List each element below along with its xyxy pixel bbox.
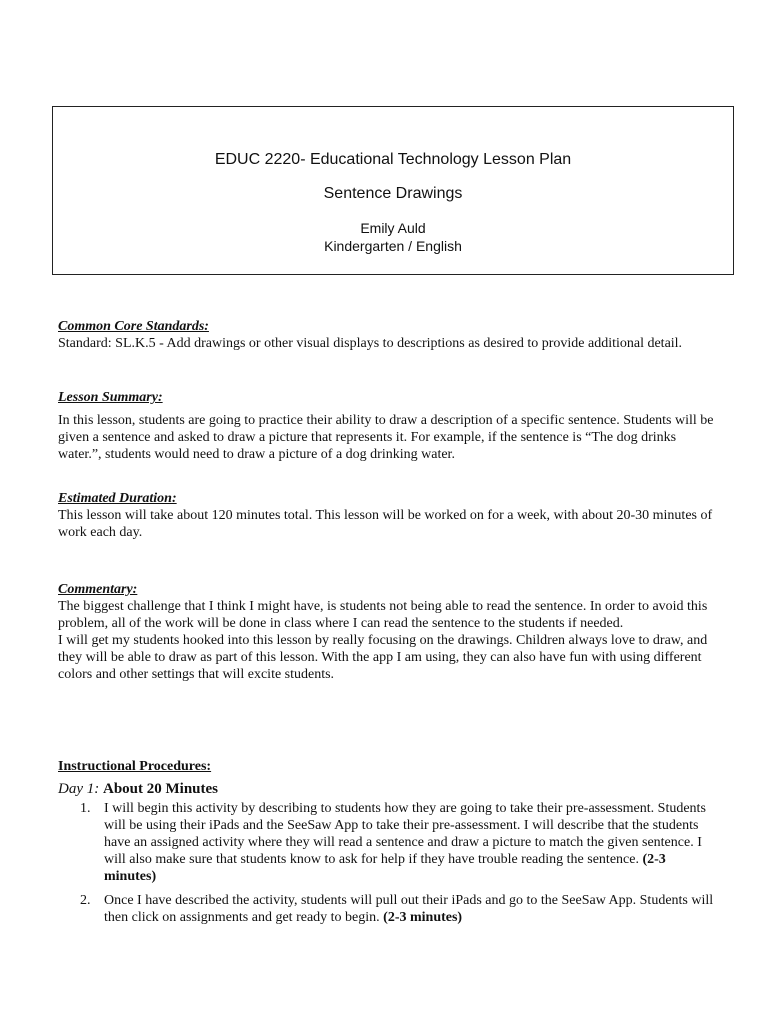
procedures-heading: Instructional Procedures: — [58, 759, 212, 774]
step-time: (2-3 minutes) — [383, 910, 463, 925]
lesson-title: Sentence Drawings — [323, 185, 463, 202]
standards-heading: Common Core Standards: — [58, 319, 209, 334]
step-number: 1. — [80, 801, 91, 816]
commentary-section — [58, 581, 718, 683]
grade-subject: Kindergarten / English — [324, 238, 462, 254]
summary-text: In this lesson, students are going to practice their ability to draw a description of a specific sentence. Students will be given a sentence and asked to draw a picture that represents it. For example, if the sentence is “The dog drinks water.”, students would need to draw a picture of a dog drinking water. — [58, 413, 714, 462]
commentary-paragraph-2: I will get my students hooked into this lesson by really focusing on the drawings. Children always love to draw, and they will be able to draw as part of this lesson. With the app I am using, they can also have fun with using different colors and other settings that will excite students. — [58, 633, 708, 682]
duration-section — [58, 490, 718, 541]
list-item — [58, 800, 718, 885]
day-label: Day 1: — [58, 781, 100, 797]
day-duration: About 20 Minutes — [103, 781, 219, 797]
standards-text: Standard: SL.K.5 - Add drawings or other visual displays to descriptions as desired to provide additional detail. — [58, 336, 683, 351]
procedures-section — [58, 758, 718, 926]
summary-heading: Lesson Summary: — [58, 390, 163, 405]
title-box — [52, 106, 734, 275]
standards-section — [58, 318, 718, 352]
commentary-heading: Commentary: — [58, 582, 138, 597]
step-text: Once I have described the activity, students will pull out their iPads and go to the SeeSaw App. Students will then click on assignments and get ready to begin. — [104, 893, 714, 925]
procedure-steps — [58, 800, 718, 926]
step-time: (2-3 minutes) — [104, 852, 666, 884]
summary-section — [58, 389, 718, 463]
author-name: Emily Auld — [360, 220, 426, 236]
day-1-line — [58, 781, 718, 798]
duration-heading: Estimated Duration: — [58, 491, 177, 506]
course-title: EDUC 2220- Educational Technology Lesson Plan — [214, 151, 572, 168]
step-number: 2. — [80, 893, 91, 908]
step-text: I will begin this activity by describing to students how they are going to take their pre-assessment. Students will be using their iPads and the SeeSaw App to take their pre-assessment. I will describe that the students have an assigned activity where they will read a sentence and draw a picture to match the given sentence. I will also make sure that students know to ask for help if they have trouble reading the sentence. — [104, 801, 706, 867]
duration-text: This lesson will take about 120 minutes total. This lesson will be worked on for a week, with about 20-30 minutes of work each day. — [58, 508, 713, 540]
commentary-paragraph-1: The biggest challenge that I think I might have, is students not being able to read the sentence. In order to avoid this problem, all of the work will be done in class where I can read the sentence to the students if needed. — [58, 599, 708, 631]
list-item — [58, 892, 718, 926]
